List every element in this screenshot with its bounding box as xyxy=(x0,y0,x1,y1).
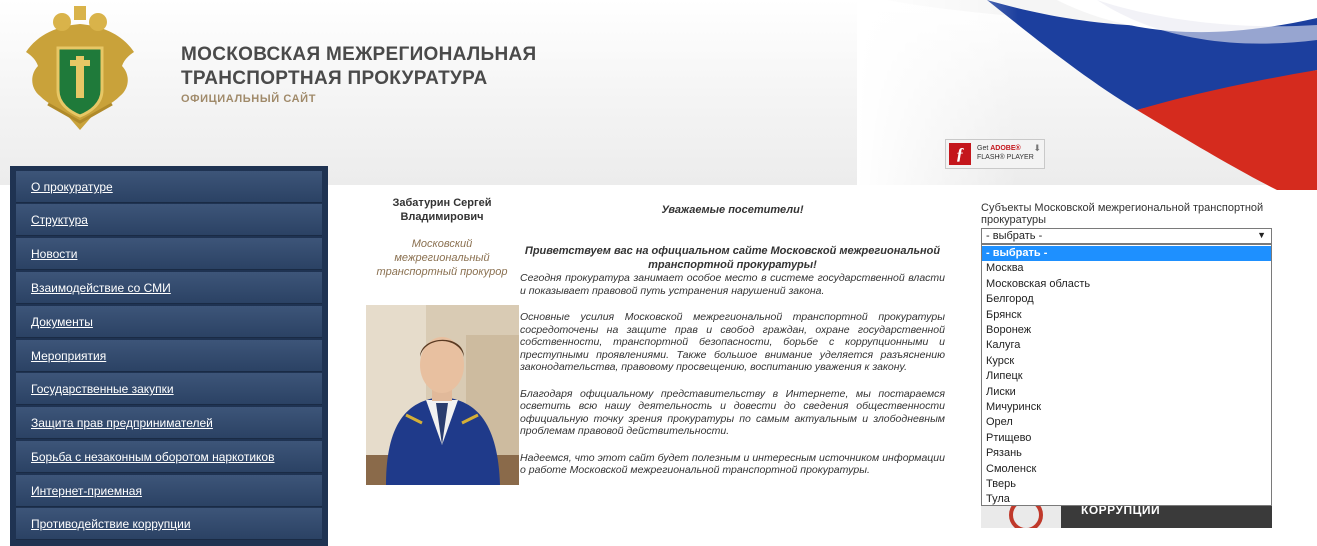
option-label: Рязань xyxy=(986,447,1022,460)
header xyxy=(0,0,1317,185)
sidebar-item-news[interactable] xyxy=(16,238,322,270)
welcome-greeting: Уважаемые посетители! xyxy=(661,204,804,216)
option-label: Калуга xyxy=(986,339,1021,352)
dropdown-option[interactable] xyxy=(982,431,1271,446)
adobe-flash-icon: ƒ xyxy=(949,143,971,165)
sidebar-item-label[interactable]: Взаимодействие со СМИ xyxy=(31,281,171,295)
flash-adobe-label: ADOBE® xyxy=(990,145,1021,152)
regions-dropdown-list xyxy=(981,244,1272,506)
sidebar-item-label[interactable]: Документы xyxy=(31,315,93,329)
option-label: Тверь xyxy=(986,478,1016,490)
banner-text: КОРРУПЦИИ xyxy=(1081,506,1161,517)
flash-get-label: Get xyxy=(977,145,989,152)
russian-flag-icon xyxy=(857,0,1317,190)
prosecutor-role-line2: межрегиональный xyxy=(394,252,490,264)
sidebar-item-label[interactable]: Структура xyxy=(31,213,88,227)
dropdown-option[interactable] xyxy=(982,400,1271,415)
option-label: Смоленск xyxy=(986,462,1037,475)
option-label: Белгород xyxy=(986,293,1034,306)
sidebar-item-structure[interactable] xyxy=(16,204,322,236)
dropdown-option[interactable] xyxy=(982,446,1271,461)
regions-select[interactable] xyxy=(981,228,1272,244)
site-title-line1: МОСКОВСКАЯ МЕЖРЕГИОНАЛЬНАЯ xyxy=(181,44,537,65)
flash-button-text-top xyxy=(977,145,1021,152)
sidebar-item-media[interactable] xyxy=(16,272,322,304)
site-title-line2: ТРАНСПОРТНАЯ ПРОКУРАТУРА xyxy=(181,68,488,89)
get-flash-player-button[interactable] xyxy=(945,139,1045,169)
flash-player-label: FLASH® PLAYER xyxy=(977,154,1034,161)
sidebar-item-reception[interactable] xyxy=(16,475,322,507)
option-label: Брянск xyxy=(986,308,1022,321)
double-headed-eagle-emblem-icon xyxy=(18,4,142,140)
site-subtitle: ОФИЦИАЛЬНЫЙ САЙТ xyxy=(181,93,317,105)
sidebar-nav xyxy=(10,166,328,546)
welcome-paragraph: Основные усилия Московской межрегиональной транспортной прокуратуры сосредоточены на защите прав и свобод граждан, охране государственной собственности, транспортной безопасности, борьбе с коррупционными и преступными проявлениями. Также большое внимание уделяется разъяснению законодательства, правовому просвещению, воспитанию уважения к закону. xyxy=(520,311,945,373)
regions-select-value: - выбрать - xyxy=(986,230,1043,242)
prosecutor-name xyxy=(367,196,517,224)
sidebar-item-label[interactable]: О прокуратуре xyxy=(31,180,113,194)
option-label: Ртищево xyxy=(986,431,1032,444)
sidebar-item-label[interactable]: Противодействие коррупции xyxy=(31,517,191,531)
option-label: Лиски xyxy=(986,385,1016,398)
option-label: Мичуринск xyxy=(986,401,1042,413)
dropdown-option[interactable] xyxy=(982,338,1271,353)
welcome-heading: Приветствуем вас на официальном сайте Московской межрегиональной транспортной прокуратуры! xyxy=(524,245,941,271)
option-label: - выбрать - xyxy=(986,247,1048,259)
option-label: Московская область xyxy=(986,277,1091,290)
dropdown-option[interactable] xyxy=(982,261,1271,276)
sidebar-item-label[interactable]: Защита прав предпринимателей xyxy=(31,416,213,430)
prosecutor-role-line3: транспортный прокурор xyxy=(376,266,508,278)
dropdown-option[interactable] xyxy=(982,277,1271,292)
anticorruption-banner[interactable] xyxy=(981,506,1272,528)
prosecutor-role-line1: Московский xyxy=(411,238,473,250)
sidebar-item-anticorruption[interactable] xyxy=(16,508,322,540)
option-label: Орел xyxy=(986,416,1013,429)
prosecutor-photo xyxy=(366,305,519,485)
welcome-section xyxy=(520,204,945,477)
dropdown-option[interactable] xyxy=(982,246,1271,261)
dropdown-option[interactable] xyxy=(982,462,1271,477)
option-label: Тула xyxy=(986,493,1010,506)
prosecutor-name-line1: Забатурин Сергей xyxy=(392,197,492,209)
chevron-down-icon: ▼ xyxy=(1257,230,1266,240)
sidebar-item-label[interactable]: Новости xyxy=(31,247,78,261)
dropdown-option[interactable] xyxy=(982,385,1271,400)
download-arrow-icon: ⬇ xyxy=(1033,143,1041,153)
sidebar-item-label[interactable]: Государственные закупки xyxy=(31,382,174,396)
dropdown-option[interactable] xyxy=(982,415,1271,430)
sidebar-item-narcotics[interactable] xyxy=(16,441,322,473)
option-label: Москва xyxy=(986,262,1024,275)
sidebar-item-procurement[interactable] xyxy=(16,373,322,405)
option-label: Курск xyxy=(986,354,1015,367)
dropdown-option[interactable] xyxy=(982,292,1271,307)
welcome-paragraph: Надеемся, что этот сайт будет полезным и интересным источником информации о работе Московской межрегиональной транспортной прокуратуры. xyxy=(520,451,945,476)
welcome-paragraph: Благодаря официальному представительству в Интернете, мы постараемся осветить всю нашу деятельность и довести до сведения общественности официальную точку зрения прокуратуры по самым актуальным и злободневным проблемам правовой действительности. xyxy=(520,387,945,437)
prosecutor-name-line2: Владимирович xyxy=(400,211,484,223)
sidebar-item-label[interactable]: Борьба с незаконным оборотом наркотиков xyxy=(31,450,275,464)
dropdown-option[interactable] xyxy=(982,308,1271,323)
dropdown-option[interactable] xyxy=(982,354,1271,369)
dropdown-option[interactable] xyxy=(982,369,1271,384)
regions-select-label: Субъекты Московской межрегиональной транспортной прокуратуры xyxy=(981,202,1264,226)
dropdown-option[interactable] xyxy=(982,477,1271,492)
sidebar-item-label[interactable]: Интернет-приемная xyxy=(31,484,142,498)
option-label: Воронеж xyxy=(986,324,1032,336)
sidebar-item-label[interactable]: Мероприятия xyxy=(31,349,107,363)
option-label: Липецк xyxy=(986,370,1023,383)
sidebar-item-documents[interactable] xyxy=(16,306,322,338)
sidebar-item-entrepreneurs[interactable] xyxy=(16,407,322,439)
dropdown-option[interactable] xyxy=(982,323,1271,338)
no-corruption-icon xyxy=(981,506,1061,528)
welcome-paragraph: Сегодня прокуратура занимает особое место в системе государственной власти и показывает правовой путь устранения нарушений закона. xyxy=(520,272,945,297)
sidebar-item-about[interactable] xyxy=(16,171,322,203)
sidebar-item-events[interactable] xyxy=(16,340,322,372)
dropdown-option[interactable] xyxy=(982,492,1271,506)
prosecutor-role xyxy=(367,237,517,279)
